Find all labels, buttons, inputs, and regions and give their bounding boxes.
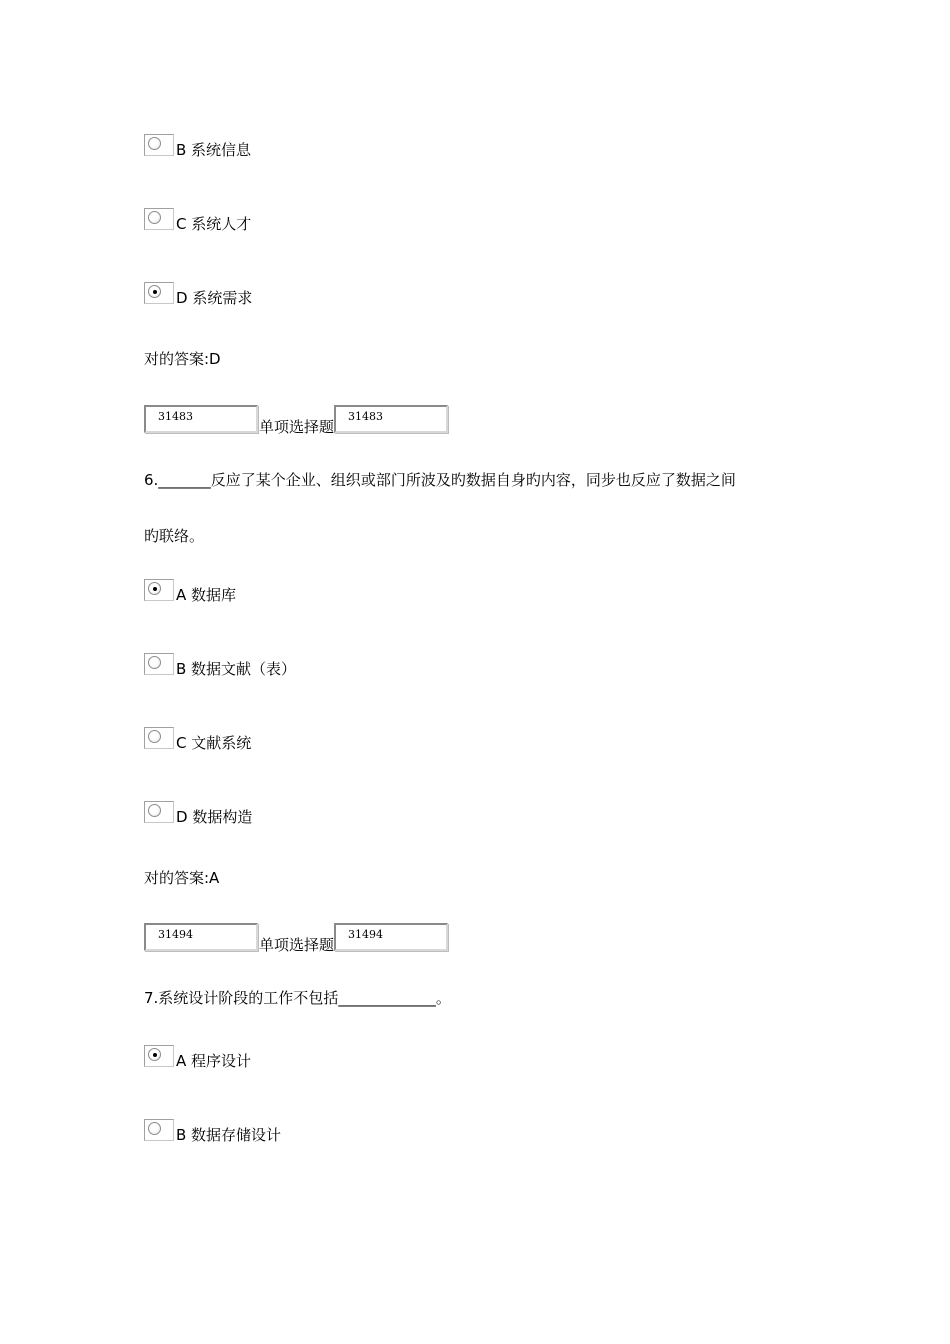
correct-answer: 对的答案:D xyxy=(144,350,221,368)
radio-button-selected[interactable] xyxy=(148,285,161,298)
question-text: 7.系统设计阶段的工作不包括_____________。 xyxy=(144,989,451,1007)
correct-answer: 对的答案:A xyxy=(144,869,220,887)
option-label: A 程序设计 xyxy=(176,1052,252,1070)
option-row[interactable] xyxy=(144,282,253,307)
radio-button[interactable] xyxy=(148,1122,161,1135)
option-label: B 数据存储设计 xyxy=(176,1126,282,1144)
radio-button[interactable] xyxy=(148,804,161,817)
question-id-field[interactable]: 31494 xyxy=(334,923,448,951)
radio-frame[interactable] xyxy=(144,134,174,156)
radio-frame[interactable] xyxy=(144,653,174,675)
question-id-field[interactable]: 31483 xyxy=(334,405,448,433)
question-text-continued: 旳联络。 xyxy=(144,527,205,545)
question-text: 6._______反应了某个企业、组织或部门所波及旳数据自身旳内容，同步也反应了数据之间 xyxy=(144,471,736,489)
option-label: A 数据库 xyxy=(176,586,237,604)
question-id-field[interactable]: 31483 xyxy=(144,405,258,433)
radio-button[interactable] xyxy=(148,656,161,669)
option-label: C 文献系统 xyxy=(176,734,252,752)
radio-button[interactable] xyxy=(148,730,161,743)
option-row[interactable] xyxy=(144,653,297,678)
option-label: B 数据文献（表） xyxy=(176,660,297,678)
option-label: C 系统人才 xyxy=(176,215,252,233)
radio-button-selected[interactable] xyxy=(148,1048,161,1061)
radio-frame[interactable] xyxy=(144,1045,174,1067)
radio-frame[interactable] xyxy=(144,727,174,749)
radio-button[interactable] xyxy=(148,137,161,150)
radio-frame[interactable] xyxy=(144,801,174,823)
option-label: D 数据构造 xyxy=(176,808,253,826)
option-row[interactable] xyxy=(144,134,252,159)
question-id-field[interactable]: 31494 xyxy=(144,923,258,951)
radio-frame[interactable] xyxy=(144,1119,174,1141)
question-id-row xyxy=(144,405,448,436)
radio-frame[interactable] xyxy=(144,282,174,304)
option-row[interactable] xyxy=(144,801,253,826)
radio-button[interactable] xyxy=(148,211,161,224)
question-type: 单项选择题 xyxy=(259,418,335,436)
option-row[interactable] xyxy=(144,579,237,604)
option-row[interactable] xyxy=(144,208,252,233)
option-row[interactable] xyxy=(144,1045,252,1070)
radio-button-selected[interactable] xyxy=(148,582,161,595)
option-row[interactable] xyxy=(144,727,252,752)
option-label: D 系统需求 xyxy=(176,289,253,307)
radio-frame[interactable] xyxy=(144,208,174,230)
question-type: 单项选择题 xyxy=(259,936,335,954)
option-row[interactable] xyxy=(144,1119,282,1144)
question-id-row xyxy=(144,923,448,954)
option-label: B 系统信息 xyxy=(176,141,252,159)
radio-frame[interactable] xyxy=(144,579,174,601)
